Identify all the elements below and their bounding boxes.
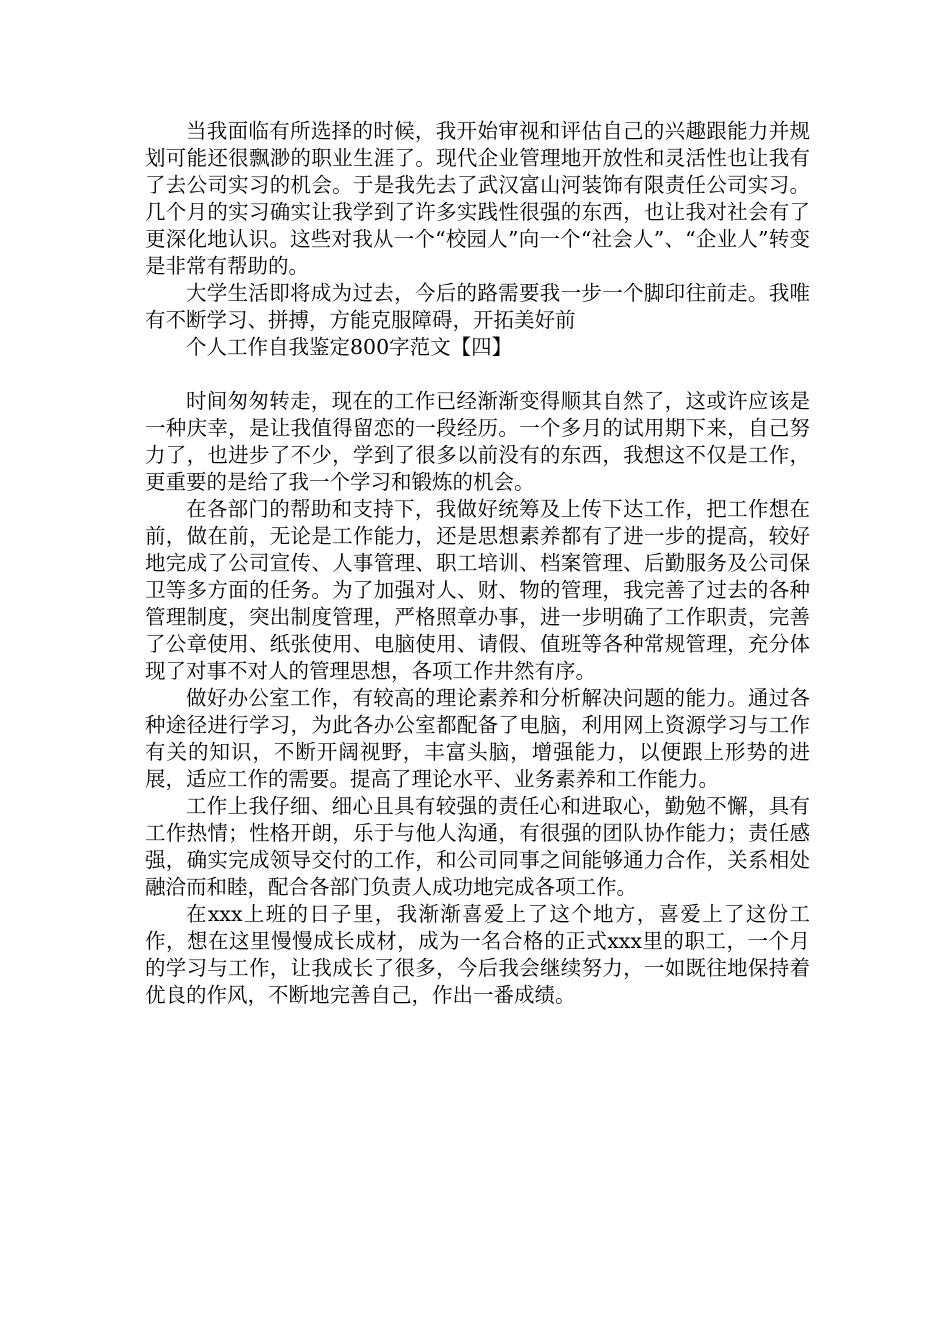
paragraph-office-work: 做好办公室工作，有较高的理论素养和分析解决问题的能力。通过各种途径进行学习，为此各办公室都配备了电脑，利用网上资源学习与工作有关的知识，不断开阔视野，丰富头脑，增强能力，以便跟上形势的进展，适应工作的需要。提高了理论水平、业务素养和工作能力。 [145, 686, 810, 791]
section-title: 个人工作自我鉴定800字范文【四】 [186, 335, 513, 359]
paragraph-internship: 当我面临有所选择的时候，我开始审视和评估自己的兴趣跟能力并规划可能还很飘渺的职业生涯了。现代企业管理地开放性和灵活性也让我有了去公司实习的机会。于是我先去了武汉富山河装饰有限责任公司实习。几个月的实习确实让我学到了许多实践性很强的东西，也让我对社会有了更深化地认识。这些对我从一个“校园人”向一个“社会人”、“企业人”转变是非常有帮助的。 [145, 119, 810, 278]
paragraph-university-life: 大学生活即将成为过去，今后的路需要我一步一个脚印往前走。我唯有不断学习、拼搏，方能克服障碍，开拓美好前 [145, 281, 810, 332]
paragraph-time-passes: 时间匆匆转走，现在的工作已经渐渐变得顺其自然了，这或许应该是一种庆幸，是让我值得留恋的一段经历。一个多月的试用期下来，自己努力了，也进步了不少，学到了很多以前没有的东西，我想这不仅是工作，更重要的是给了我一个学习和锻炼的机会。 [145, 389, 810, 494]
paragraph-conclusion: 在xxx上班的日子里，我渐渐喜爱上了这个地方，喜爱上了这份工作，想在这里慢慢成长成材，成为一名合格的正式xxx里的职工，一个月的学习与工作，让我成长了很多，今后我会继续努力，一如既往地保持着优良的作风，不断地完善自己，作出一番成绩。 [145, 902, 810, 1007]
document-page [145, 118, 810, 1009]
paragraph-work-attitude: 工作上我仔细、细心且具有较强的责任心和进取心，勤勉不懈，具有工作热情；性格开朗，乐于与他人沟通，有很强的团队协作能力；责任感强，确实完成领导交付的工作，和公司同事之间能够通力合作，关系相处融洽而和睦，配合各部门负责人成功地完成各项工作。 [145, 794, 810, 899]
blank-line [145, 361, 810, 388]
paragraph-department-support: 在各部门的帮助和支持下，我做好统筹及上传下达工作，把工作想在前，做在前，无论是工作能力，还是思想素养都有了进一步的提高，较好地完成了公司宣传、人事管理、职工培训、档案管理、后勤服务及公司保卫等多方面的任务。为了加强对人、财、物的管理，我完善了过去的各种管理制度，突出制度管理，严格照章办事，进一步明确了工作职责，完善了公章使用、纸张使用、电脑使用、请假、值班等各种常规管理，充分体现了对事不对人的管理思想，各项工作井然有序。 [145, 497, 810, 683]
